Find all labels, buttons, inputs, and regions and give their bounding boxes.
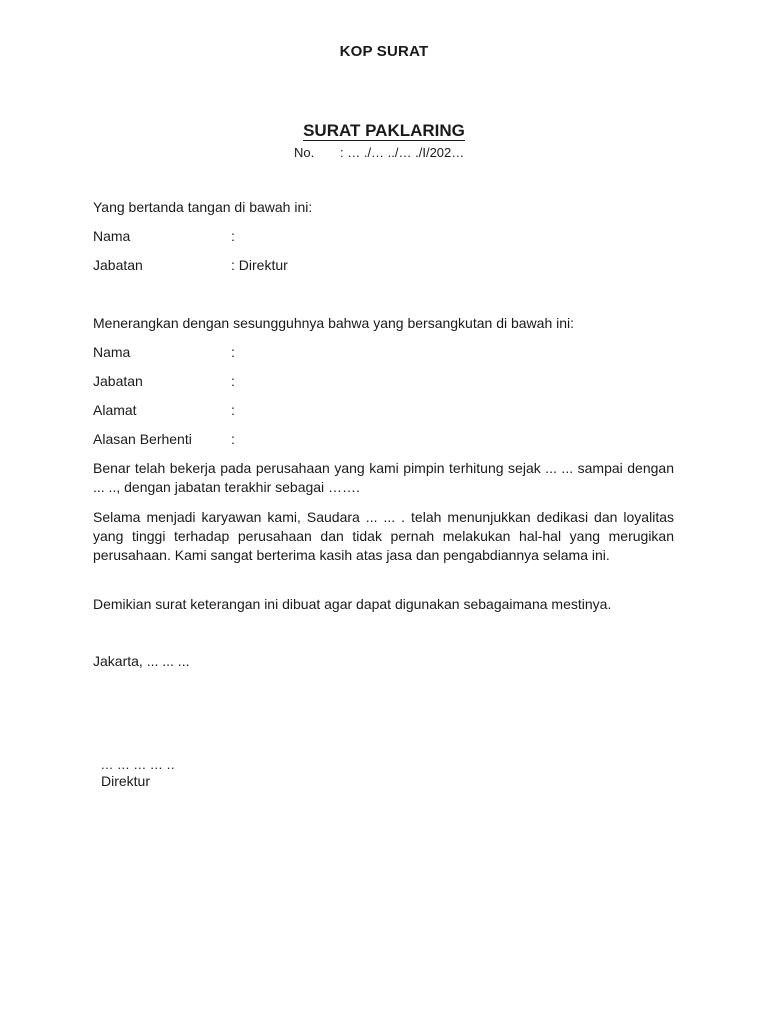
field-label: Alamat [93, 402, 137, 418]
signature-title: Direktur [101, 773, 151, 789]
letter-number-label: No. [294, 145, 315, 160]
subject-field-jabatan [93, 373, 235, 389]
field-value: : [231, 373, 235, 389]
letter-number-value: : … ./… ../… ./I/202… [340, 145, 465, 160]
subject-field-nama [93, 344, 235, 360]
field-label: Jabatan [93, 257, 143, 273]
field-label: Nama [93, 228, 131, 244]
subject-field-alamat [93, 402, 235, 418]
place-date: Jakarta, ... ... ... [93, 653, 190, 669]
signer-field-nama [93, 228, 235, 244]
field-value: : [231, 228, 235, 244]
field-label: Nama [93, 344, 131, 360]
signer-field-jabatan [93, 257, 288, 273]
body-paragraph-closing: Demikian surat keterangan ini dibuat agar dapat digunakan sebagaimana mestinya. [93, 596, 612, 612]
letter-number [294, 145, 464, 160]
body-paragraph-appreciation: Selama menjadi karyawan kami, Saudara ... ... . telah menunjukkan dedikasi dan loyalitas yang tinggi terhadap perusahaan dan tidak pernah melakukan hal-hal yang merugikan perusahaan. Kami sangat berterima kasih atas jasa dan pengabdiannya selama ini. [93, 509, 674, 563]
field-label: Jabatan [93, 373, 143, 389]
body-paragraph-employment: Benar telah bekerja pada perusahaan yang kami pimpin terhitung sejak ... ... sampai dengan ... .., dengan jabatan terakhir sebagai ……. [93, 460, 674, 495]
field-label: Alasan Berhenti [93, 431, 192, 447]
field-value: : [231, 431, 235, 447]
subject-field-alasan [93, 431, 235, 447]
subject-intro: Menerangkan dengan sesungguhnya bahwa yang bersangkutan di bawah ini: [93, 315, 575, 331]
field-value: : Direktur [231, 257, 288, 273]
signer-intro: Yang bertanda tangan di bawah ini: [93, 199, 313, 215]
letter-title [0, 121, 768, 141]
letter-title-text: SURAT PAKLARING [303, 121, 465, 140]
field-value: : [231, 402, 235, 418]
signature-name-placeholder: ... ... ... ... .. [101, 757, 176, 772]
letterhead-placeholder: KOP SURAT [339, 43, 429, 60]
field-value: : [231, 344, 235, 360]
